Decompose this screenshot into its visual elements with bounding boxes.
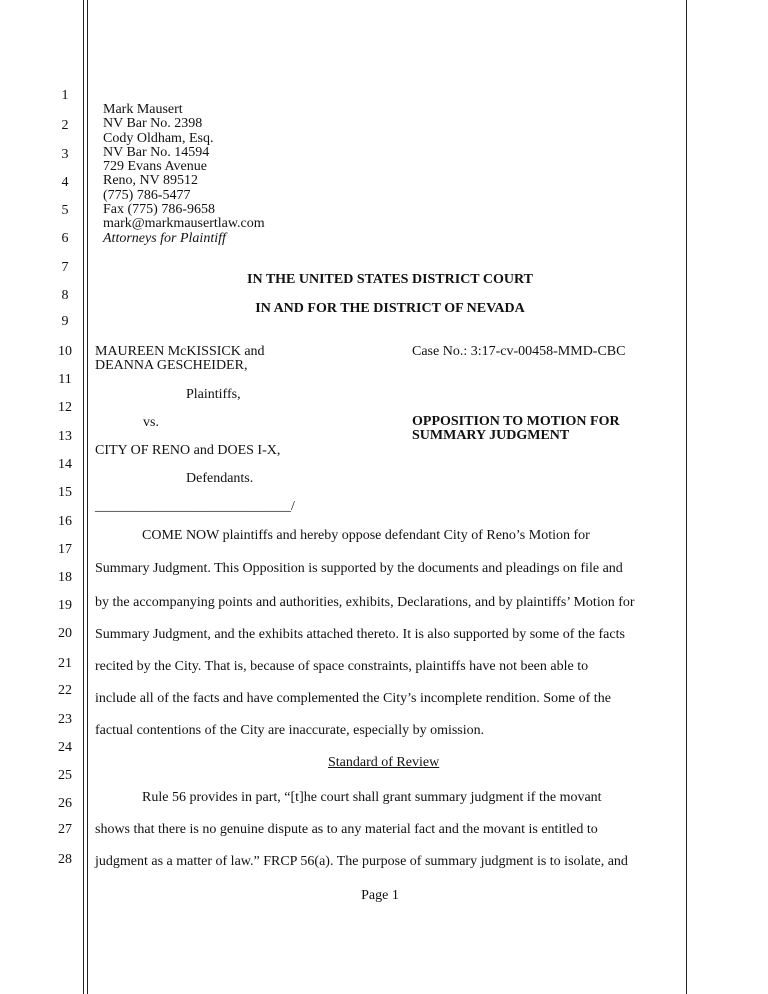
line-number: 24 (58, 740, 72, 755)
line-number: 20 (58, 626, 72, 641)
line-number: 14 (58, 457, 72, 472)
right-margin-rule (686, 0, 687, 994)
line-number: 5 (61, 203, 69, 218)
attorney-line: Mark Mausert (103, 102, 183, 117)
body-line: factual contentions of the City are inaccurate, especially by omission. (95, 723, 485, 738)
line-number: 6 (61, 231, 69, 246)
line-number: 7 (61, 260, 69, 275)
line-number: 15 (58, 485, 72, 500)
line-number: 11 (58, 372, 72, 387)
line-number: 23 (58, 712, 72, 727)
attorney-email: mark@markmausertlaw.com (103, 216, 265, 232)
case-number: Case No.: 3:17-cv-00458-MMD-CBC (412, 344, 626, 359)
body-line: shows that there is no genuine dispute as to any material fact and the movant is entitled to (95, 822, 598, 837)
body-line: COME NOW plaintiffs and hereby oppose defendant City of Reno’s Motion for (142, 528, 590, 543)
attorney-line: Cody Oldham, Esq. (103, 130, 214, 146)
left-margin-rule-inner (87, 0, 88, 994)
line-number: 28 (58, 852, 72, 867)
defendants-label: Defendants. (186, 471, 254, 486)
attorney-block (103, 103, 265, 246)
body-line: judgment as a matter of law.” FRCP 56(a). The purpose of summary judgment is to isolate, and (95, 854, 628, 869)
plaintiff-name-2: DEANNA GESCHEIDER, (95, 358, 248, 373)
section-heading: Standard of Review (328, 755, 440, 770)
line-number: 25 (58, 768, 72, 783)
page-number: Page 1 (361, 888, 399, 903)
body-line: Summary Judgment. This Opposition is supported by the documents and pleadings on file and (95, 561, 623, 576)
attorney-line: Fax (775) 786-9658 (103, 202, 215, 218)
left-margin-rule-outer (83, 0, 84, 994)
line-number: 8 (61, 288, 69, 303)
versus-label: vs. (143, 415, 159, 430)
body-line: Summary Judgment, and the exhibits attached thereto. It is also supported by some of the facts (95, 627, 625, 642)
plaintiff-name-1: MAUREEN McKISSICK and (95, 344, 265, 359)
attorney-line: Reno, NV 89512 (103, 173, 199, 189)
line-number: 3 (61, 147, 69, 162)
attorney-line: (775) 786-5477 (103, 187, 191, 203)
body-line: by the accompanying points and authorities, exhibits, Declarations, and by plaintiffs’ Motion for (95, 595, 635, 610)
attorney-line: NV Bar No. 14594 (103, 144, 210, 160)
line-number: 2 (61, 118, 69, 133)
line-number: 1 (61, 88, 69, 103)
line-number: 17 (58, 542, 72, 557)
plaintiffs-label: Plaintiffs, (186, 387, 241, 402)
body-line: include all of the facts and have complemented the City’s incomplete rendition. Some of the (95, 691, 611, 706)
line-number: 10 (58, 344, 72, 359)
defendant-name: CITY OF RENO and DOES I-X, (95, 443, 281, 458)
caption-divider: ____________________________/ (95, 499, 295, 514)
court-district: IN AND FOR THE DISTRICT OF NEVADA (255, 301, 525, 316)
line-number: 16 (58, 514, 72, 529)
body-line: Rule 56 provides in part, “[t]he court shall grant summary judgment if the movant (142, 790, 602, 805)
attorney-line: NV Bar No. 2398 (103, 116, 203, 132)
line-number: 12 (58, 400, 72, 415)
attorney-role: Attorneys for Plaintiff (103, 230, 226, 246)
attorney-line: 729 Evans Avenue (103, 159, 207, 175)
line-number: 22 (58, 683, 72, 698)
line-number: 19 (58, 598, 72, 613)
line-number: 18 (58, 570, 72, 585)
document-title-line-1: OPPOSITION TO MOTION FOR (412, 414, 620, 429)
court-title: IN THE UNITED STATES DISTRICT COURT (247, 272, 533, 287)
line-number: 4 (61, 175, 69, 190)
line-number: 9 (61, 314, 69, 329)
line-number: 21 (58, 656, 72, 671)
body-line: recited by the City. That is, because of space constraints, plaintiffs have not been able to (95, 659, 589, 674)
line-number: 26 (58, 796, 72, 811)
document-title-line-2: SUMMARY JUDGMENT (412, 428, 570, 443)
line-number: 13 (58, 429, 72, 444)
line-number: 27 (58, 822, 72, 837)
